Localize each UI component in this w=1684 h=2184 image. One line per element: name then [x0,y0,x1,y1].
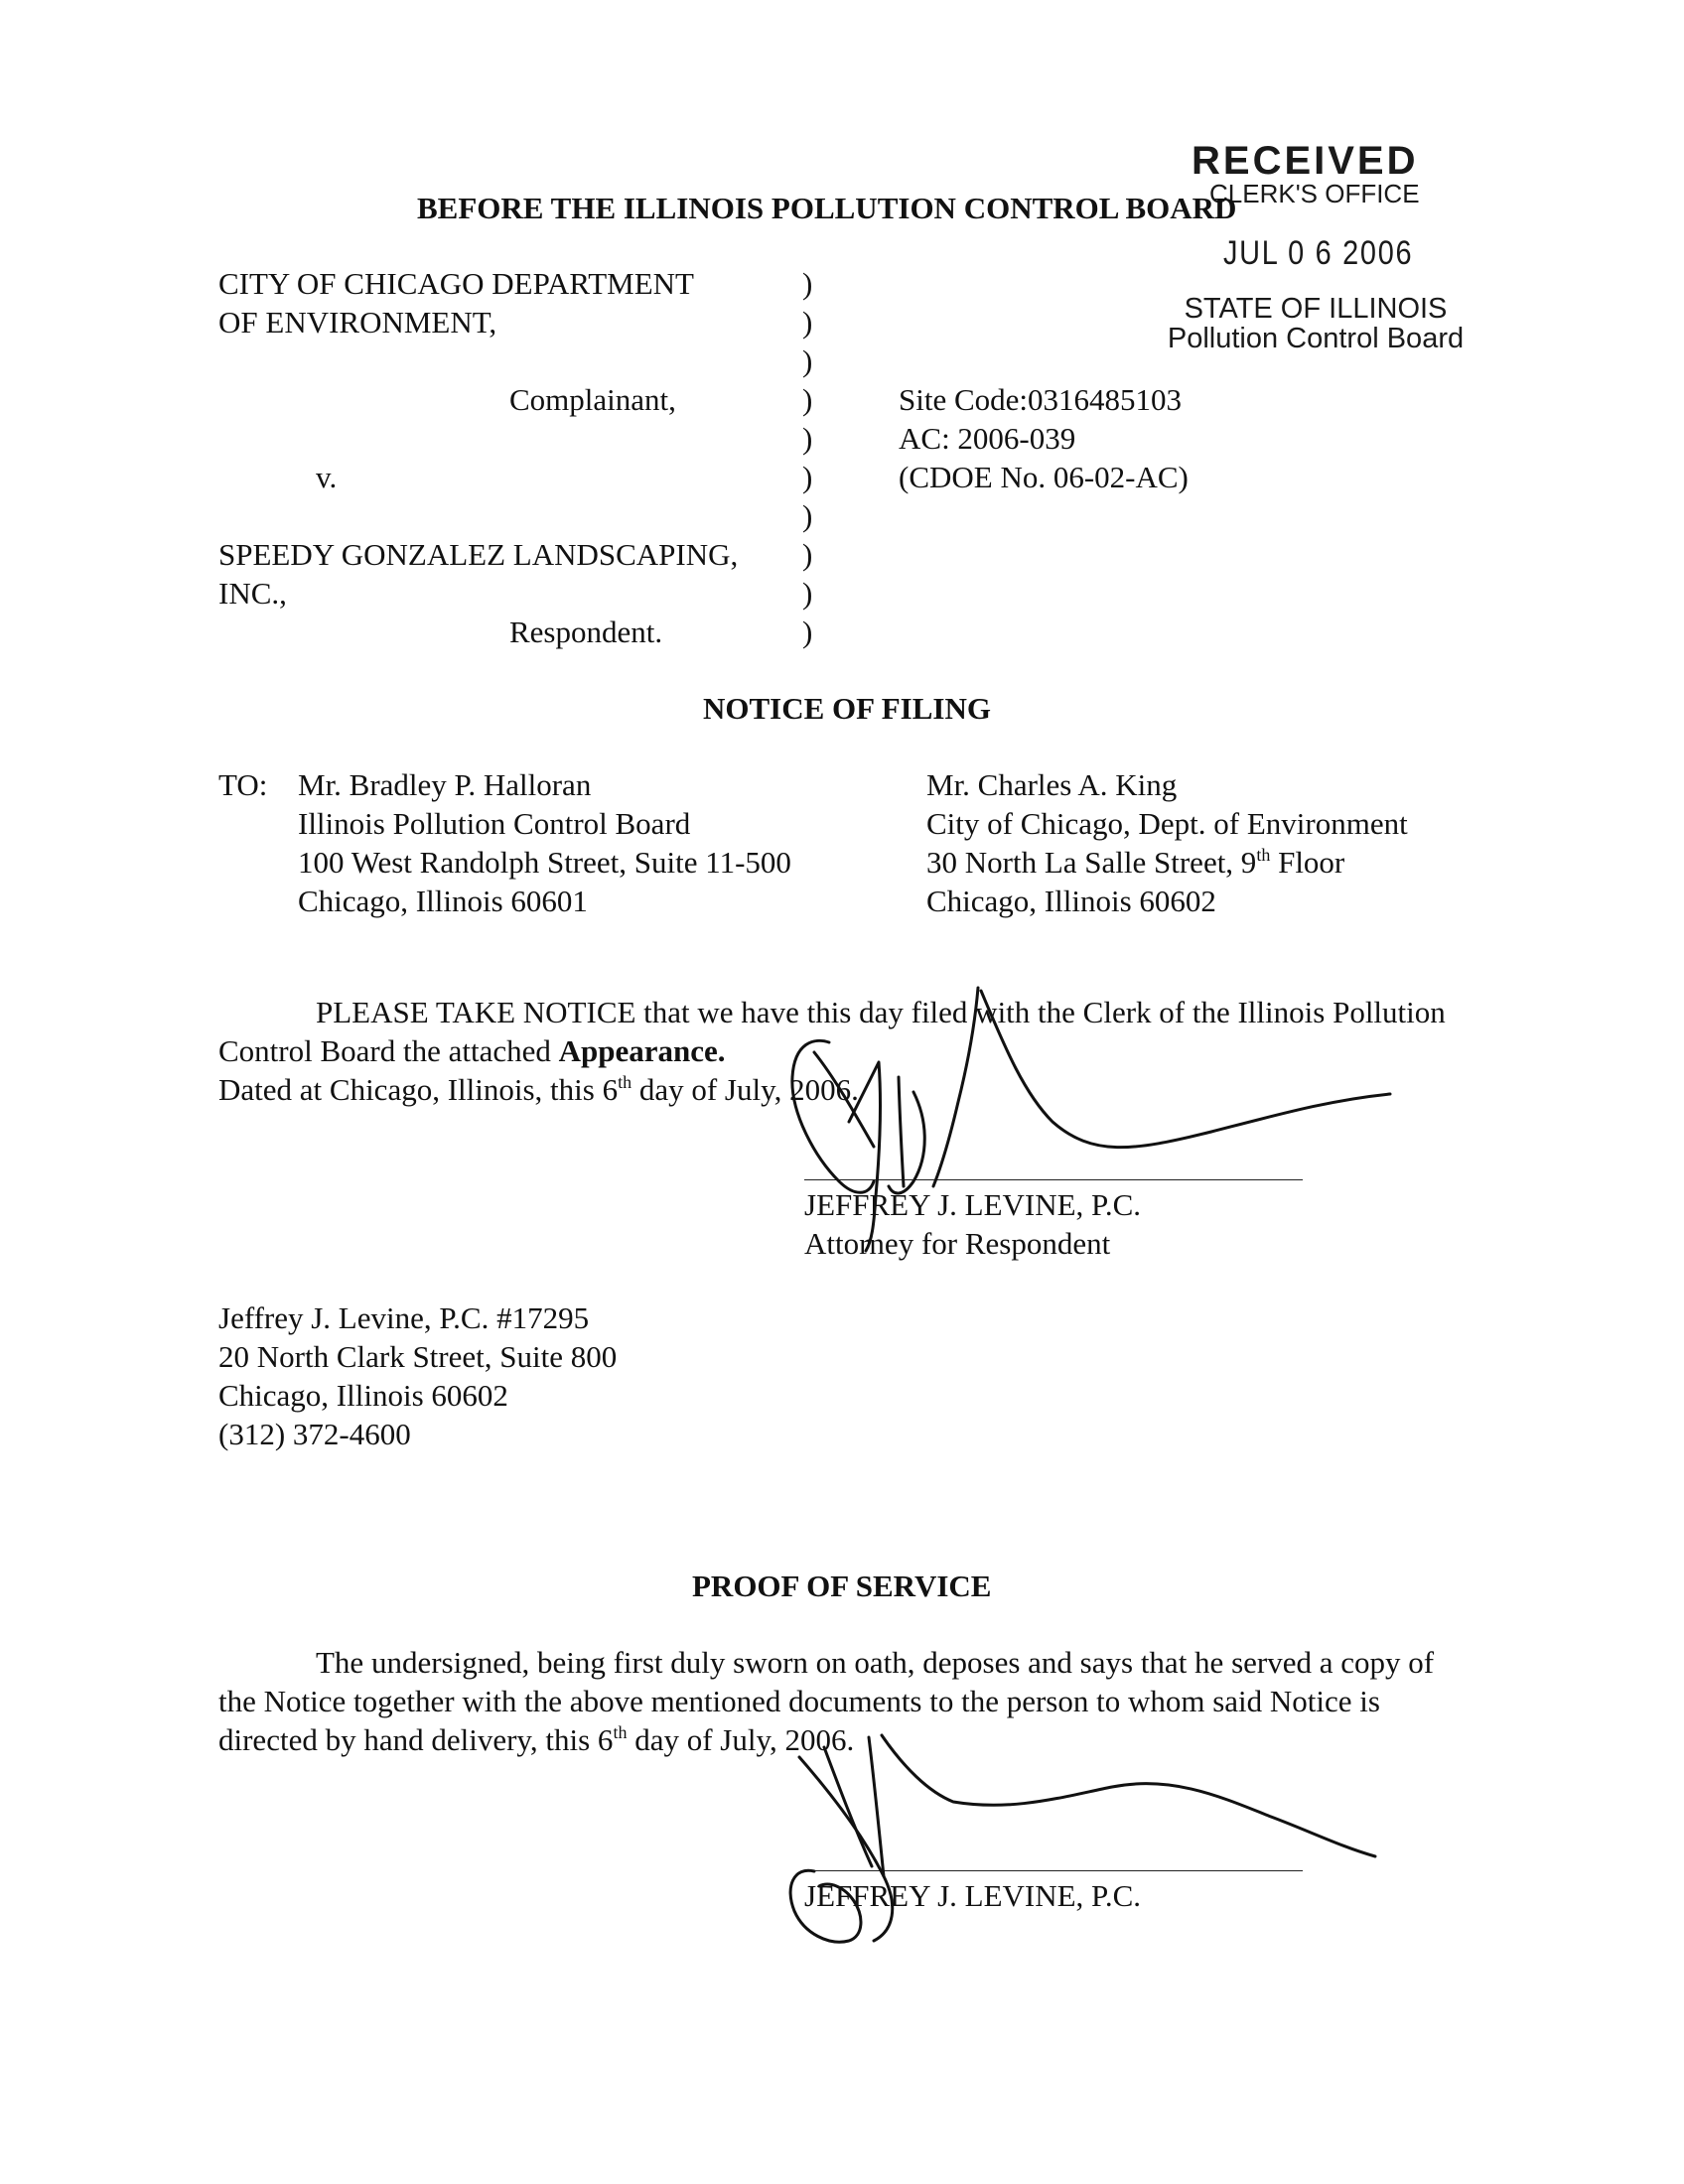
recipient1-street: 100 West Randolph Street, Suite 11-500 [298,845,791,880]
caption-paren: ) [802,576,813,611]
notice-dated-text: Dated at Chicago, Illinois, this 6 [218,1072,619,1107]
notice-body-text: Control Board the attached [218,1033,559,1068]
received-stamp-title: RECEIVED [1192,139,1419,183]
respondent-name-line1: SPEEDY GONZALEZ LANDSCAPING, [218,537,739,572]
notice-dated-sup: th [618,1072,632,1092]
attorney-phone: (312) 372-4600 [218,1417,411,1451]
to-label: TO: [218,767,268,802]
recipient2-city: Chicago, Illinois 60602 [926,884,1216,918]
recipient1-org: Illinois Pollution Control Board [298,806,691,841]
caption-paren: ) [802,537,813,572]
proof-body-line1: The undersigned, being first duly sworn on oath, deposes and says that he served a copy of [316,1645,1435,1680]
respondent-name-line2: INC., [218,576,287,611]
attorney-city: Chicago, Illinois 60602 [218,1378,508,1413]
notice-body-line2 [218,1031,726,1070]
proof-heading: PROOF OF SERVICE [692,1569,992,1603]
recipient2-name: Mr. Charles A. King [926,767,1178,802]
notice-dated-rest: day of July, 2006. [632,1072,859,1107]
received-stamp-board-line: Pollution Control Board [1167,323,1465,354]
appearance-label: Appearance. [558,1033,726,1068]
caption-paren: ) [802,460,813,494]
caption-paren: ) [802,343,813,378]
notice-heading: NOTICE OF FILING [703,691,991,726]
recipient1-name: Mr. Bradley P. Halloran [298,767,592,802]
caption-paren: ) [802,614,813,649]
proof-body-text: directed by hand delivery, this 6 [218,1722,614,1757]
received-stamp-date: JUL 0 6 2006 [1223,234,1414,272]
recipient2-street [926,843,1344,882]
proof-signature-image [755,1717,1400,1966]
caption-paren: ) [802,498,813,533]
caption-paren: ) [802,305,813,340]
received-stamp-state-line: STATE OF ILLINOIS [1184,293,1448,325]
complainant-name-line2: OF ENVIRONMENT, [218,305,497,340]
received-stamp-office: CLERK'S OFFICE [1209,179,1420,208]
versus: v. [316,460,338,494]
received-stamp-state [1157,294,1474,353]
notice-signer-title: Attorney for Respondent [804,1226,1111,1261]
complainant-name-line1: CITY OF CHICAGO DEPARTMENT [218,266,694,301]
attorney-name-id: Jeffrey J. Levine, P.C. #17295 [218,1300,590,1335]
recipient1-city: Chicago, Illinois 60601 [298,884,588,918]
ac-number: AC: 2006-039 [899,421,1076,456]
notice-signer-name: JEFFREY J. LEVINE, P.C. [804,1187,1142,1222]
caption-paren: ) [802,382,813,417]
proof-body-line2: the Notice together with the above mentioned documents to the person to whom said Notice is [218,1684,1380,1718]
recipient2-org: City of Chicago, Dept. of Environment [926,806,1408,841]
page-title: BEFORE THE ILLINOIS POLLUTION CONTROL BOARD [417,191,1237,225]
recipient2-street-floor: Floor [1270,845,1345,880]
attorney-street: 20 North Clark Street, Suite 800 [218,1339,618,1374]
proof-body-rest: day of July, 2006. [627,1722,855,1757]
cdoe-number: (CDOE No. 06-02-AC) [899,460,1189,494]
recipient2-street-text: 30 North La Salle Street, 9 [926,845,1257,880]
complainant-role: Complainant, [509,382,676,417]
caption-paren: ) [802,266,813,301]
respondent-role: Respondent. [509,614,663,649]
notice-body-line1: PLEASE TAKE NOTICE that we have this day filed with the Clerk of the Illinois Pollution [316,995,1446,1029]
caption-paren: ) [802,421,813,456]
site-code: Site Code:0316485103 [899,382,1183,417]
recipient2-street-sup: th [1256,845,1271,865]
proof-signer-name: JEFFREY J. LEVINE, P.C. [804,1878,1142,1913]
proof-body-sup: th [613,1722,628,1742]
